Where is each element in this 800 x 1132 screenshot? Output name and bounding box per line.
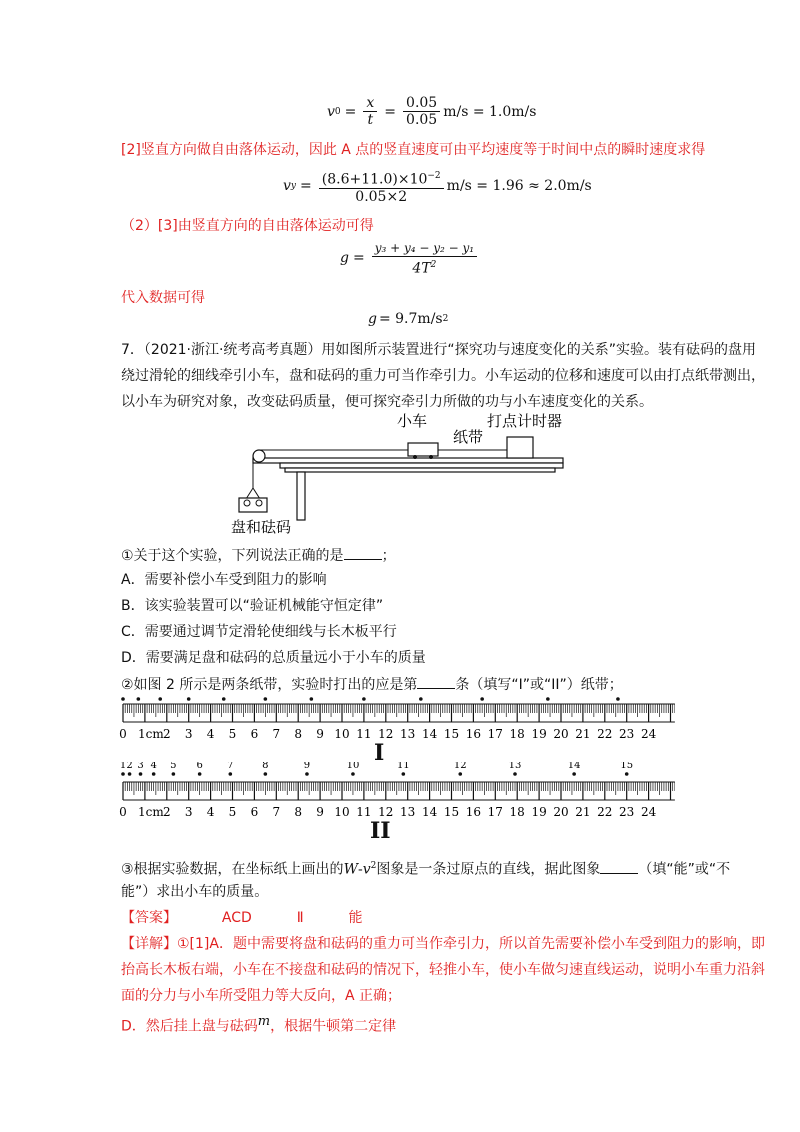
ruler-label: 18 [509, 805, 525, 819]
tape-dot [402, 772, 406, 776]
tape-dot [121, 697, 125, 701]
ruler-label: 20 [553, 805, 569, 819]
ruler-label: 11 [356, 727, 372, 741]
long-board [253, 458, 563, 463]
explanation-line-2: [2]竖直方向做自由落体运动，因此 A 点的竖直速度可由平均速度等于时间中点的瞬时速度求得 [121, 142, 706, 158]
tape-dot [419, 697, 423, 701]
tape-2-label: II [370, 818, 391, 844]
ruler-label: 24 [640, 805, 657, 819]
car-icon [408, 443, 438, 456]
ruler-label: 15 [443, 727, 460, 741]
ruler-label: 13 [400, 805, 416, 819]
ruler-label: 2 [162, 727, 171, 741]
answer-row [121, 908, 363, 928]
ruler-label: 1cm [138, 805, 164, 819]
ruler-tape-1 [115, 694, 675, 754]
answer-2: Ⅱ [296, 910, 304, 926]
ruler-label: 7 [272, 727, 281, 741]
ruler-label: 19 [531, 727, 547, 741]
ruler-label: 1cm [138, 727, 164, 741]
ruler-label: 21 [575, 727, 591, 741]
ruler-label: 8 [294, 805, 303, 819]
tape-dot-label: 15 [620, 762, 634, 771]
ruler-label: 17 [487, 727, 503, 741]
tape-dot-label: 9 [303, 762, 311, 771]
ruler-label: 24 [640, 727, 657, 741]
tape-dot [264, 772, 268, 776]
ruler-label: 0 [119, 805, 127, 819]
tape-dot [625, 772, 629, 776]
ruler-label: 19 [531, 805, 547, 819]
tape-dot [305, 772, 309, 776]
ruler-label: 22 [597, 727, 613, 741]
ruler-label: 21 [575, 805, 591, 819]
answer-3: 能 [348, 910, 363, 926]
ruler-tape-2 [115, 762, 675, 826]
answer-blank-1[interactable] [344, 545, 382, 560]
tape-dot-label: 1 [119, 762, 127, 771]
board-layer [280, 463, 563, 468]
explanation-line-4: 代入数据可得 [121, 290, 205, 306]
explanation-line-3: （2）[3]由竖直方向的自由落体运动可得 [121, 218, 374, 234]
table-top [285, 468, 555, 472]
detail-line-4: D．然后挂上盘与砝码m，根据牛顿第二定律 [121, 1014, 397, 1035]
q3-line-1: ③根据实验数据，在坐标纸上画出的$W-v^2$图象是一条过原点的直线，据此图象 （填“能”或“不 [121, 856, 730, 880]
tape-dot [158, 697, 162, 701]
ruler-label: 10 [334, 805, 350, 819]
tape-dot [172, 772, 176, 776]
ruler-label: 11 [356, 805, 372, 819]
timer-label: 打点计时器 [487, 412, 563, 430]
tape-dot-label: 5 [170, 762, 177, 771]
ruler-label: 8 [294, 727, 303, 741]
ruler-label: 3 [184, 805, 193, 819]
tape-dot [198, 772, 202, 776]
equation-v0: v 0 = $\frac{x}{t}$ = $\frac{0.05}{0.05}$ m/s = 1.0m/s [327, 95, 537, 128]
tape-dot-label: 10 [346, 762, 360, 771]
ruler-label: 5 [228, 805, 237, 819]
tape-dot-label: 6 [196, 762, 203, 771]
q1-option-a: A．需要补偿小车受到阻力的影响 [121, 572, 327, 588]
tape-dot [458, 772, 462, 776]
ruler-label: 23 [619, 805, 635, 819]
ruler-label: 14 [421, 805, 438, 819]
question-line-1: 7．（2021·浙江·统考高考真题）用如图所示装置进行“探究功与速度变化的关系”实验。装有砝码的盘用 [121, 342, 756, 358]
tape-dot [362, 697, 366, 701]
ruler-label: 16 [465, 727, 482, 741]
apparatus-diagram [225, 410, 585, 540]
tape-dot-label: 14 [567, 762, 581, 771]
ruler-label: 3 [184, 727, 193, 741]
ruler-label: 15 [443, 805, 460, 819]
answer-blank-3[interactable] [600, 859, 638, 874]
tape-dot [137, 697, 141, 701]
ruler-label: 18 [509, 727, 525, 741]
question-line-3: 以小车为研究对象，改变砝码质量，便可探究牵引力所做的功与小车速度变化的关系。 [121, 394, 653, 410]
ruler-label: 4 [206, 727, 215, 741]
tape-dot [121, 772, 125, 776]
tape-dot [222, 697, 226, 701]
q3-line-2: 能”）求出小车的质量。 [121, 884, 269, 900]
pulley-icon [253, 450, 265, 462]
tape-dot [310, 697, 314, 701]
equation-g-value: g = 9.7m/s 2 [368, 311, 449, 327]
answer-1: ACD [221, 910, 252, 926]
tape-dot [480, 697, 484, 701]
car-label: 小车 [397, 412, 428, 430]
tape-dot [187, 697, 191, 701]
tape-dot [351, 772, 355, 776]
ruler-label: 5 [228, 727, 237, 741]
equation-g: g = $\frac{\text{y₃ + y₄ − y₂ − y₁}}{4T^2}$ [340, 240, 480, 277]
tape-dot [264, 697, 268, 701]
tape-dot [546, 697, 550, 701]
tape-dot [616, 697, 620, 701]
tape-dot-label: 3 [137, 762, 144, 771]
tape-1-label: I [374, 740, 385, 766]
ruler-label: 6 [250, 805, 259, 819]
ruler-label: 0 [119, 727, 127, 741]
q1-option-c: C．需要通过调节定滑轮使细线与长木板平行 [121, 624, 397, 640]
ruler-label: 16 [465, 805, 482, 819]
tape-dot [229, 772, 233, 776]
tape-dot-label: 8 [262, 762, 269, 771]
ruler-label: 20 [553, 727, 569, 741]
detail-line-3: 面的分力与小车所受阻力等大反向，A 正确； [121, 988, 402, 1004]
table-leg [297, 472, 305, 520]
ruler-label: 2 [162, 805, 171, 819]
ruler-label: 23 [619, 727, 635, 741]
tape-dot-label: 4 [150, 762, 157, 771]
ruler-label: 10 [334, 727, 350, 741]
ruler-label: 13 [400, 727, 416, 741]
tape-dot [152, 772, 156, 776]
q1-option-b: B．该实验装置可以“验证机械能守恒定律” [121, 598, 384, 614]
ruler-label: 17 [487, 805, 503, 819]
tape-dot [572, 772, 576, 776]
answer-blank-2[interactable] [417, 674, 455, 689]
ruler-label: 12 [378, 727, 394, 741]
q2-stem: ②如图 2 所示是两条纸带，实验时打出的应是第 条（填写“I”或“II”）纸带； [121, 674, 623, 695]
ruler-label: 9 [316, 727, 324, 741]
q1-stem: ①关于这个实验，下列说法正确的是 ； [121, 545, 396, 566]
detail-line-1: 【详解】①[1]A．题中需要将盘和砝码的重力可当作牵引力，所以首先需要补偿小车受到阻力的影响，即 [121, 936, 765, 952]
tape-dot-label: 12 [453, 762, 467, 771]
ruler-label: 14 [421, 727, 438, 741]
tape-dot-label: 2 [126, 762, 133, 771]
detail-line-2: 抬高长木板右端，小车在不接盘和砝码的情况下，轻推小车，使小车做匀速直线运动，说明小车重力沿斜 [121, 962, 765, 978]
ruler-label: 7 [272, 805, 281, 819]
ruler-label: 12 [378, 805, 394, 819]
tape-dot [513, 772, 517, 776]
q1-option-d: D．需要满足盘和砝码的总质量远小于小车的质量 [121, 650, 426, 666]
tape-dot [139, 772, 143, 776]
weight-pan-icon [239, 498, 267, 512]
weight-label: 盘和砝码 [231, 518, 292, 536]
tape-dot-label: 13 [508, 762, 522, 771]
tape-dot [128, 772, 132, 776]
ruler-label: 22 [597, 805, 613, 819]
tape-dot-label: 7 [227, 762, 234, 771]
tape-dot-label: 11 [396, 762, 410, 771]
equation-vy: v y = $\frac{(8.6+11.0)\times 10^{-2}}{0.05\times 2}$ m/s = 1.96 ≈ 2.0m/s [283, 168, 592, 205]
question-line-2: 绕过滑轮的细线牵引小车，盘和砝码的重力可当作牵引力。小车运动的位移和速度可以由打点纸带测出， [121, 368, 765, 384]
ruler-label: 6 [250, 727, 259, 741]
timer-icon [507, 437, 533, 458]
answer-label: 【答案】 [121, 910, 177, 926]
ruler-label: 9 [316, 805, 324, 819]
tape-label: 纸带 [453, 428, 484, 446]
ruler-label: 4 [206, 805, 215, 819]
